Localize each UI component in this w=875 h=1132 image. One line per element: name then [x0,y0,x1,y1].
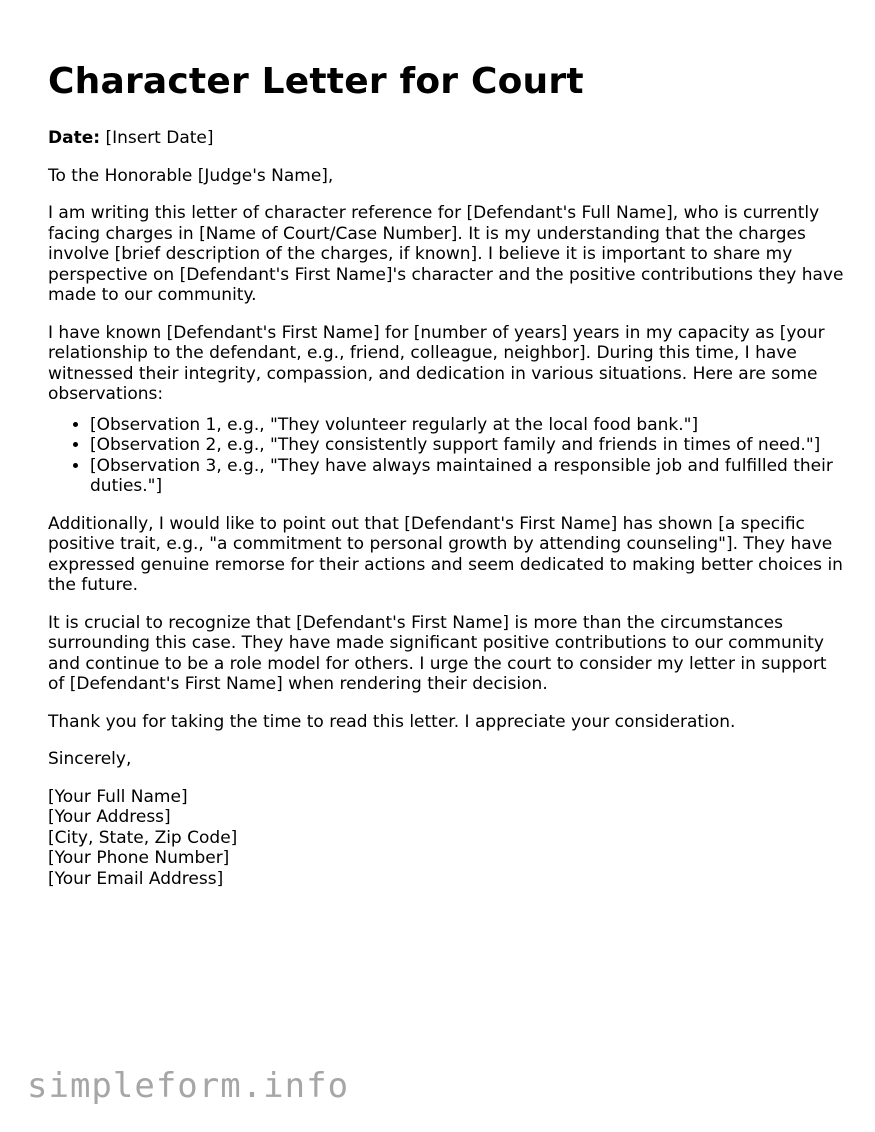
signature-phone: [Your Phone Number] [48,848,230,868]
document-title: Character Letter for Court [48,61,584,102]
date-label: Date: [48,128,101,148]
salutation: To the Honorable [Judge's Name], [48,165,334,186]
relationship-paragraph: I have known [Defendant's First Name] for [number of years] years in my capacity as [your relationship to the defendant, e.g., friend, colleague, neighbor]. During this time, I have witnessed their integrity, compassion, and dedication in various situations. Here are some observations: [48,322,825,404]
list-item: • [Observation 1, e.g., "They volunteer regularly at the local food bank."] [90,415,848,436]
letter-document [48,56,848,889]
signature-address: [Your Address] [48,807,171,827]
list-item: • [Observation 2, e.g., "They consistently support family and friends in times of need."] [90,435,848,456]
date-line [48,128,848,149]
signature-block [48,787,848,890]
closing: Sincerely, [48,749,132,769]
intro-paragraph: I am writing this letter of character reference for [Defendant's Full Name], who is currently facing charges in [Name of Court/Case Number]. It is my understanding that the charges involve [brief description of the charges, if known]. I believe it is important to share my perspective on [Defendant's First Name]'s character and the positive contributions they have made to our community. [48,203,844,305]
list-item: • [Observation 3, e.g., "They have always maintained a responsible job and fulfilled their duties."] [90,456,848,497]
thanks-paragraph: Thank you for taking the time to read this letter. I appreciate your consideration. [48,711,736,732]
signature-name: [Your Full Name] [48,786,188,807]
watermark: simpleform.info [27,1066,350,1106]
observations-list [48,415,848,497]
signature-city: [City, State, Zip Code] [48,827,238,848]
signature-email: [Your Email Address] [48,868,224,889]
date-value: [Insert Date] [105,128,214,148]
additional-paragraph: Additionally, I would like to point out that [Defendant's First Name] has shown [a specific positive trait, e.g., "a commitment to personal growth by attending counseling"]. They have expressed genuine remorse for their actions and seem dedicated to making better choices in the future. [48,513,843,595]
recognition-paragraph: It is crucial to recognize that [Defendant's First Name] is more than the circumstances surrounding this case. They have made significant positive contributions to our community and continue to be a role model for others. I urge the court to consider my letter in support of [Defendant's First Name] when rendering their decision. [48,612,827,694]
